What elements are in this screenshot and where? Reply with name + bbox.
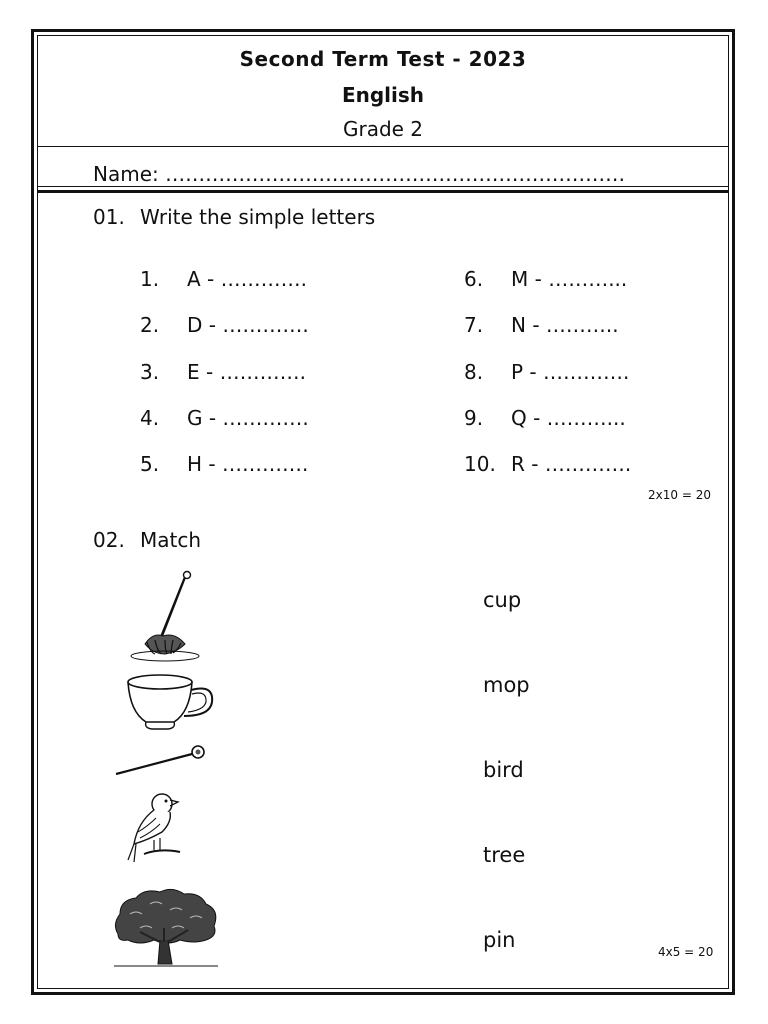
question-2-number: 02. xyxy=(93,528,125,552)
pin-picture xyxy=(112,742,212,780)
letter-item-8[interactable] xyxy=(464,360,629,384)
question-1-instruction: Write the simple letters xyxy=(140,205,376,229)
cup-picture xyxy=(122,672,217,734)
letter-item-1[interactable] xyxy=(140,267,307,291)
letter-item-10[interactable] xyxy=(464,452,631,476)
test-title: Second Term Test - 2023 xyxy=(239,47,527,71)
item-number: 9. xyxy=(464,406,484,430)
match-word-4[interactable]: tree xyxy=(483,843,526,867)
letter-item-4[interactable] xyxy=(140,406,309,430)
question-2-instruction: Match xyxy=(140,528,202,552)
item-number: 8. xyxy=(464,360,484,384)
tree-picture xyxy=(110,884,222,974)
item-number: 7. xyxy=(464,313,484,337)
question-1-number: 01. xyxy=(93,205,125,229)
item-text: Q - ………... xyxy=(511,406,626,430)
mop-picture xyxy=(125,568,205,663)
match-word-1[interactable]: cup xyxy=(483,588,522,612)
match-word-2[interactable]: mop xyxy=(483,673,530,697)
item-number: 1. xyxy=(140,267,160,291)
item-text: N - ……….. xyxy=(511,313,619,337)
question-1-heading xyxy=(93,205,375,229)
question-2-heading xyxy=(93,528,201,552)
question-2-marks: 4x5 = 20 xyxy=(658,945,714,959)
letter-item-3[interactable] xyxy=(140,360,306,384)
item-number: 3. xyxy=(140,360,160,384)
name-field[interactable]: Name: …………………………………………………………… xyxy=(93,162,626,186)
item-text: G - …………. xyxy=(187,406,309,430)
match-word-3[interactable]: bird xyxy=(483,758,524,782)
item-text: A - …………. xyxy=(187,267,307,291)
match-word-5[interactable]: pin xyxy=(483,928,516,952)
grade-label: Grade 2 xyxy=(342,117,424,141)
letter-item-9[interactable] xyxy=(464,406,626,430)
name-divider-top xyxy=(37,186,729,187)
letter-item-6[interactable] xyxy=(464,267,627,291)
test-header xyxy=(37,35,729,147)
item-text: R - …………. xyxy=(511,452,632,476)
item-number: 5. xyxy=(140,452,160,476)
name-divider-bottom xyxy=(37,190,729,193)
item-text: M - ………... xyxy=(511,267,628,291)
subject-title: English xyxy=(341,83,425,107)
header-divider xyxy=(37,146,729,147)
letter-item-7[interactable] xyxy=(464,313,619,337)
letter-item-5[interactable] xyxy=(140,452,308,476)
item-text: D - …………. xyxy=(187,313,309,337)
item-text: E - …………. xyxy=(187,360,306,384)
question-1-marks: 2x10 = 20 xyxy=(648,488,711,502)
item-number: 2. xyxy=(140,313,160,337)
item-text: P - …………. xyxy=(511,360,630,384)
bird-picture xyxy=(124,788,186,868)
item-number: 10. xyxy=(464,452,496,476)
item-text: H - …………. xyxy=(187,452,309,476)
item-number: 4. xyxy=(140,406,160,430)
item-number: 6. xyxy=(464,267,484,291)
letter-item-2[interactable] xyxy=(140,313,309,337)
